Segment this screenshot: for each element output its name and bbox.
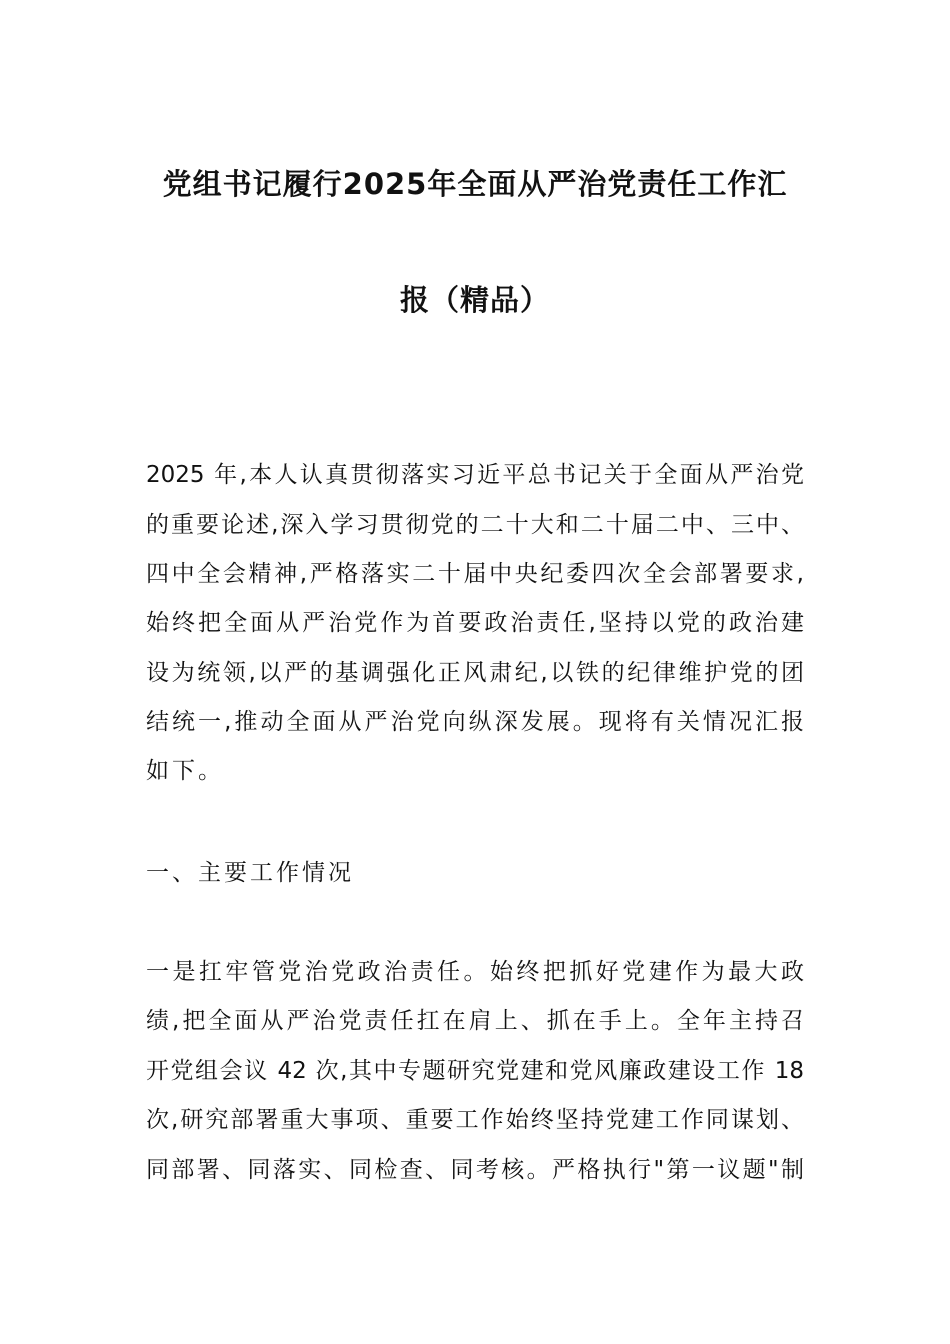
intro-line: 四中全会精神,严格落实二十届中央纪委四次全会部署要求, bbox=[146, 561, 804, 587]
section1-line: 开党组会议 42 次,其中专题研究党建和党风廉政建设工作 18 bbox=[146, 1058, 804, 1084]
intro-line: 如下。 bbox=[146, 758, 224, 784]
intro-line: 的重要论述,深入学习贯彻党的二十大和二十届二中、三中、 bbox=[146, 512, 804, 538]
section1-line: 一是扛牢管党治党政治责任。始终把抓好党建作为最大政 bbox=[146, 959, 804, 985]
section1-line: 绩,把全面从严治党责任扛在肩上、抓在手上。全年主持召 bbox=[146, 1008, 804, 1034]
section-heading: 一、主要工作情况 bbox=[146, 860, 354, 886]
intro-line: 结统一,推动全面从严治党向纵深发展。现将有关情况汇报 bbox=[146, 709, 804, 735]
section1-line: 次,研究部署重大事项、重要工作始终坚持党建工作同谋划、 bbox=[146, 1107, 804, 1133]
section1-line: 同部署、同落实、同检查、同考核。严格执行"第一议题"制 bbox=[146, 1157, 804, 1183]
intro-line: 2025 年,本人认真贯彻落实习近平总书记关于全面从严治党 bbox=[146, 462, 804, 488]
document-title-line-1: 党组书记履行2025年全面从严治党责任工作汇 bbox=[162, 167, 788, 201]
document-title-line-2: 报（精品） bbox=[399, 283, 550, 317]
intro-line: 始终把全面从严治党作为首要政治责任,坚持以党的政治建 bbox=[146, 610, 804, 636]
intro-line: 设为统领,以严的基调强化正风肃纪,以铁的纪律维护党的团 bbox=[146, 660, 804, 686]
